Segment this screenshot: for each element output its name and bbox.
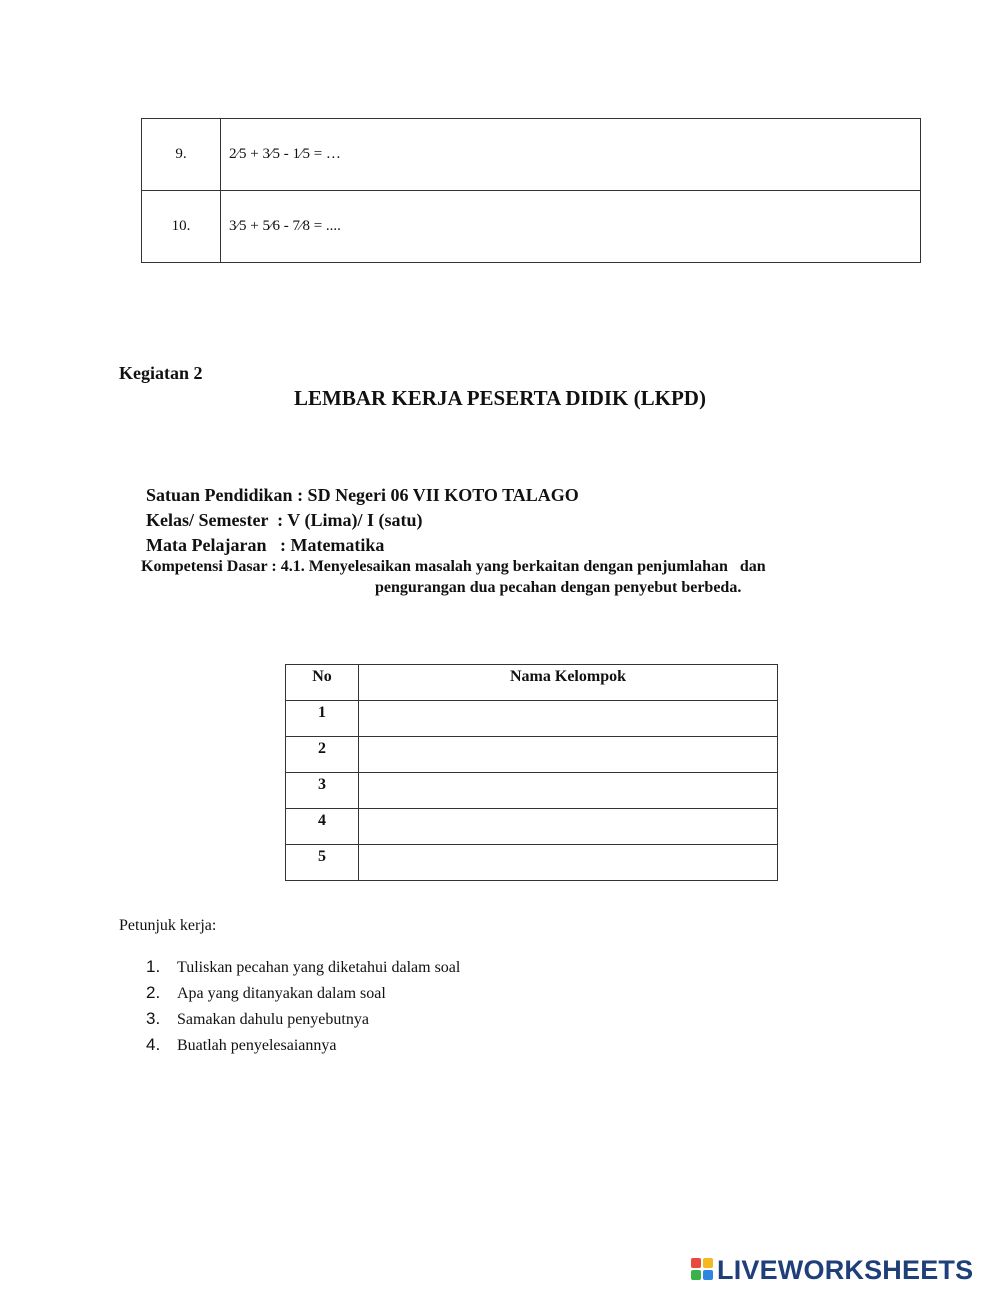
row-number: 5 — [286, 845, 359, 881]
list-item — [146, 957, 460, 983]
group-name-cell[interactable] — [359, 809, 778, 845]
logo-square-3 — [691, 1270, 701, 1280]
question-expression: 3⁄5 + 5⁄6 - 7⁄8 = .... — [221, 191, 921, 263]
step-text: Samakan dahulu penyebutnya — [177, 1011, 369, 1028]
logo-square-2 — [703, 1258, 713, 1268]
row-number: 2 — [286, 737, 359, 773]
info-kd-line1: Kompetensi Dasar : 4.1. Menyelesaikan masalah yang berkaitan dengan penjumlahan dan — [141, 558, 766, 575]
row-number: 3 — [286, 773, 359, 809]
list-item — [146, 1035, 460, 1061]
table-row — [286, 737, 778, 773]
question-number: 10. — [142, 191, 221, 263]
header-nama-kelompok: Nama Kelompok — [359, 665, 778, 701]
logo-mark-icon — [691, 1258, 715, 1282]
step-number: 1. — [146, 957, 161, 976]
activity-label: Kegiatan 2 — [119, 363, 203, 383]
list-item — [146, 983, 460, 1009]
table-row — [142, 191, 921, 263]
group-table — [285, 664, 778, 881]
info-mapel: Mata Pelajaran : Matematika — [146, 535, 385, 555]
table-row — [286, 845, 778, 881]
logo-square-4 — [703, 1270, 713, 1280]
row-number: 4 — [286, 809, 359, 845]
page-title: LEMBAR KERJA PESERTA DIDIK (LKPD) — [294, 386, 706, 410]
step-number: 3. — [146, 1009, 161, 1028]
table-row — [286, 773, 778, 809]
logo-square-1 — [691, 1258, 701, 1268]
step-number: 4. — [146, 1035, 161, 1054]
question-expression: 2⁄5 + 3⁄5 - 1⁄5 = … — [221, 119, 921, 191]
questions-table — [141, 118, 921, 263]
step-number: 2. — [146, 983, 161, 1002]
group-name-cell[interactable] — [359, 773, 778, 809]
table-row — [142, 119, 921, 191]
list-item — [146, 1009, 460, 1035]
step-text: Buatlah penyelesaiannya — [177, 1037, 337, 1054]
group-name-cell[interactable] — [359, 845, 778, 881]
instructions-heading: Petunjuk kerja: — [119, 917, 217, 934]
table-header-row — [286, 665, 778, 701]
row-number: 1 — [286, 701, 359, 737]
question-number: 9. — [142, 119, 221, 191]
table-row — [286, 809, 778, 845]
step-text: Tuliskan pecahan yang diketahui dalam soal — [177, 959, 461, 976]
info-kelas: Kelas/ Semester : V (Lima)/ I (satu) — [146, 510, 423, 530]
step-text: Apa yang ditanyakan dalam soal — [177, 985, 386, 1002]
header-no: No — [286, 665, 359, 701]
group-name-cell[interactable] — [359, 701, 778, 737]
logo-text: LIVEWORKSHEETS — [717, 1254, 974, 1285]
table-row — [286, 701, 778, 737]
group-name-cell[interactable] — [359, 737, 778, 773]
info-kd-line2: pengurangan dua pecahan dengan penyebut berbeda. — [375, 579, 742, 596]
instructions-list — [146, 957, 460, 1061]
info-satuan: Satuan Pendidikan : SD Negeri 06 VII KOTO TALAGO — [146, 485, 579, 505]
liveworksheets-logo — [691, 1256, 973, 1284]
